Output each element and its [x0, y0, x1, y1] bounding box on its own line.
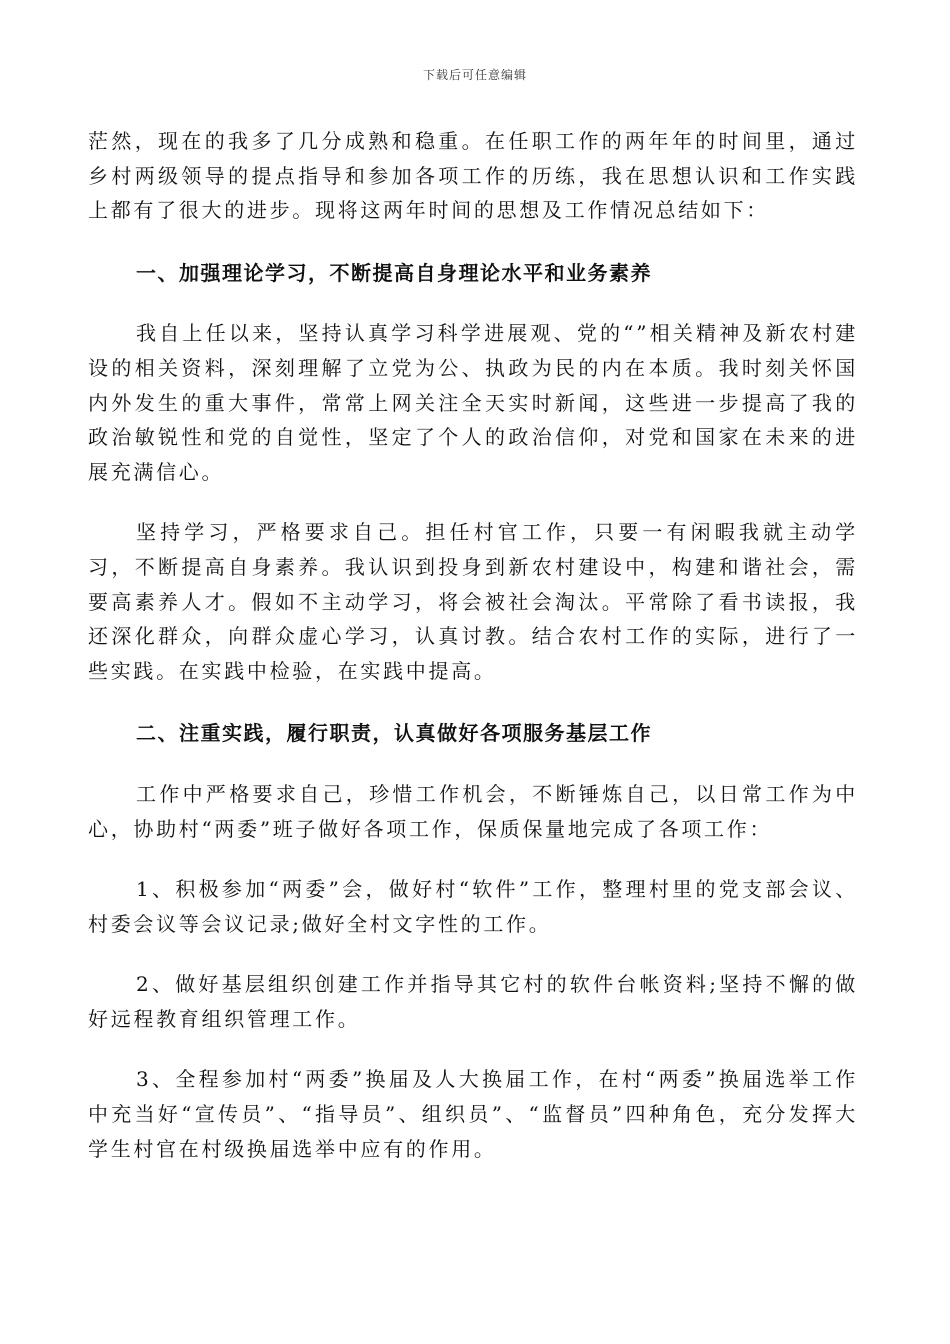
body-paragraph: 工作中严格要求自己，珍惜工作机会，不断锤炼自己，以日常工作为中心，协助村“两委”班子做好各项工作，保质保量地完成了各项工作： [88, 781, 858, 841]
body-paragraph: 茫然，现在的我多了几分成熟和稳重。在任职工作的两年年的时间里，通过乡村两级领导的提点指导和参加各项工作的历练，我在思想认识和工作实践上都有了很大的进步。现将这两年时间的思想及工作情况总结如下： [88, 129, 858, 223]
body-paragraph: 坚持学习，严格要求自己。担任村官工作，只要一有闲暇我就主动学习，不断提高自身素养。我认识到投身到新农村建设中，构建和谐社会，需要高素养人才。假如不主动学习，将会被社会淘汰。平常除了看书读报，我还深化群众，向群众虚心学习，认真讨教。结合农村工作的实际，进行了一些实践。在实践中检验，在实践中提高。 [88, 520, 858, 683]
section-heading: 二、注重实践，履行职责，认真做好各项服务基层工作 [136, 721, 652, 746]
list-item: 1、积极参加“两委”会，做好村“软件”工作，整理村里的党支部会议、村委会议等会议记录;做好全村文字性的工作。 [88, 877, 858, 936]
section-heading: 一、加强理论学习，不断提高自身理论水平和业务素养 [136, 260, 652, 285]
list-item: 2、做好基层组织创建工作并指导其它村的软件台帐资料;坚持不懈的做好远程教育组织管理工作。 [88, 972, 858, 1031]
list-item: 3、全程参加村“两委”换届及人大换届工作，在村“两委”换届选举工作中充当好“宣传员”、“指导员”、组织员”、“监督员”四种角色，充分发挥大学生村官在村级换届选举中应有的作用。 [88, 1067, 858, 1161]
body-paragraph: 我自上任以来，坚持认真学习科学进展观、党的“”相关精神及新农村建设的相关资料，深刻理解了立党为公、执政为民的内在本质。我时刻关怀国内外发生的重大事件，常常上网关注全天实时新闻，这些进一步提高了我的政治敏锐性和党的自觉性，坚定了个人的政治信仰，对党和国家在未来的进展充满信心。 [88, 321, 858, 484]
document-body [88, 124, 858, 1166]
header-note: 下载后可任意编辑 [422, 68, 527, 82]
